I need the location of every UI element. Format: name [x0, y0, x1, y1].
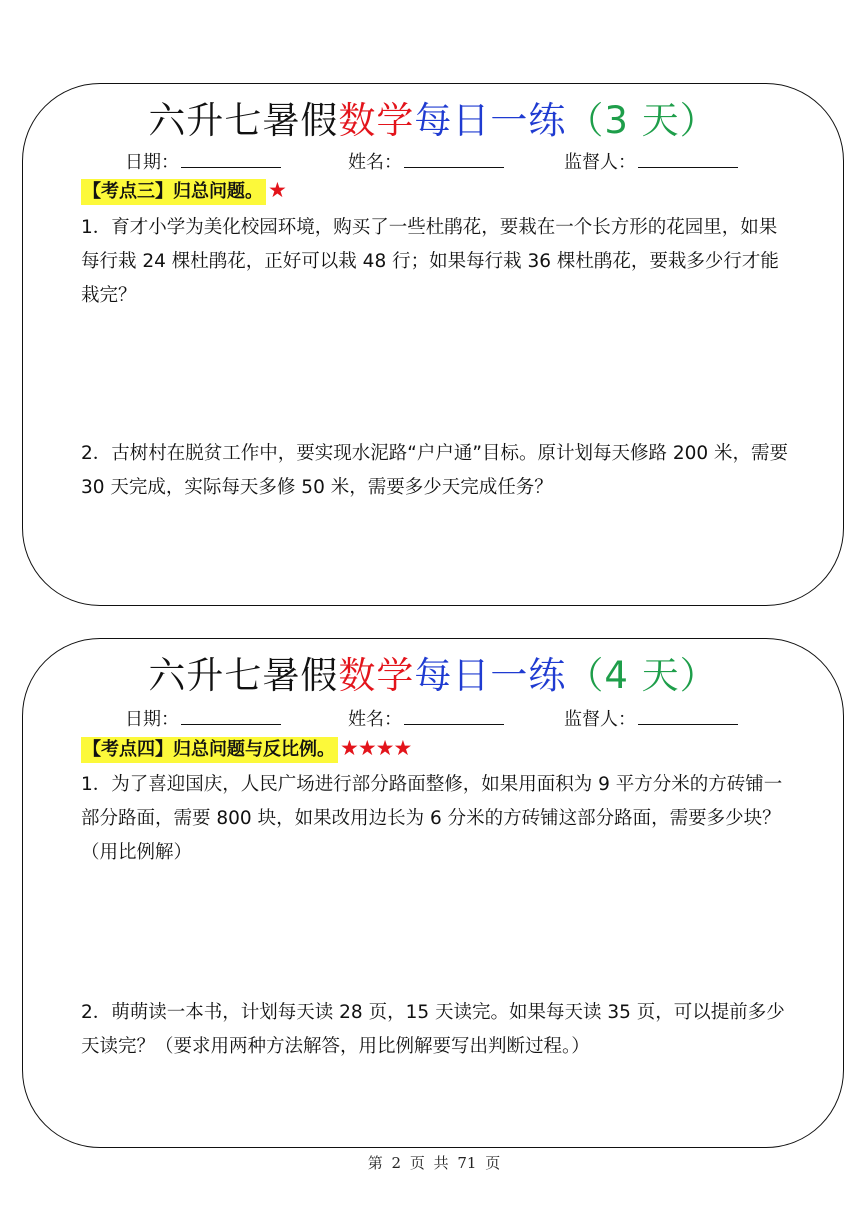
exam-point-heading — [81, 735, 411, 765]
supervisor-field: 监督人： — [564, 705, 738, 731]
question-2: 2．古树村在脱贫工作中，要实现水泥路“户户通”目标。原计划每天修路 200 米，需要 30 天完成，实际每天多修 50 米，需要多少天完成任务？ — [81, 443, 789, 498]
name-blank — [404, 149, 504, 168]
page-footer: 第 2 页 共 71 页 — [367, 1154, 501, 1172]
worksheet-title: 六升七暑假数学每日一练（3 天） — [148, 99, 718, 142]
difficulty-star-icon: ★ — [268, 178, 286, 202]
info-fields — [23, 148, 843, 174]
info-fields — [23, 705, 843, 731]
exam-point-heading — [81, 177, 286, 207]
date-field: 日期： — [125, 148, 281, 174]
date-blank — [181, 706, 281, 725]
supervisor-blank — [638, 149, 738, 168]
question-1: 1．育才小学为美化校园环境，购买了一些杜鹃花，要栽在一个长方形的花园里，如果每行栽 24 棵杜鹃花，正好可以栽 48 行；如果每行栽 36 棵杜鹃花，要栽多少行才能栽完？ — [81, 217, 779, 306]
name-field: 姓名： — [348, 148, 504, 174]
name-field: 姓名： — [348, 705, 504, 731]
question-2: 2．萌萌读一本书，计划每天读 28 页，15 天读完。如果每天读 35 页，可以提前多少天读完？（要求用两种方法解答，用比例解要写出判断过程。） — [81, 1002, 785, 1057]
exam-point-label: 【考点四】归总问题与反比例。 — [81, 737, 338, 763]
worksheet-card-day-4 — [22, 638, 844, 1148]
question-1: 1．为了喜迎国庆，人民广场进行部分路面整修，如果用面积为 9 平方分米的方砖铺一部分路面，需要 800 块，如果改用边长为 6 分米的方砖铺这部分路面，需要多少块？（用比例解） — [81, 774, 783, 863]
difficulty-star-icon: ★★★★ — [340, 736, 412, 760]
date-field: 日期： — [125, 705, 281, 731]
exam-point-label: 【考点三】归总问题。 — [81, 179, 266, 205]
date-blank — [181, 149, 281, 168]
name-blank — [404, 706, 504, 725]
supervisor-field: 监督人： — [564, 148, 738, 174]
worksheet-title: 六升七暑假数学每日一练（4 天） — [148, 654, 718, 697]
worksheet-card-day-3 — [22, 83, 844, 606]
supervisor-blank — [638, 706, 738, 725]
